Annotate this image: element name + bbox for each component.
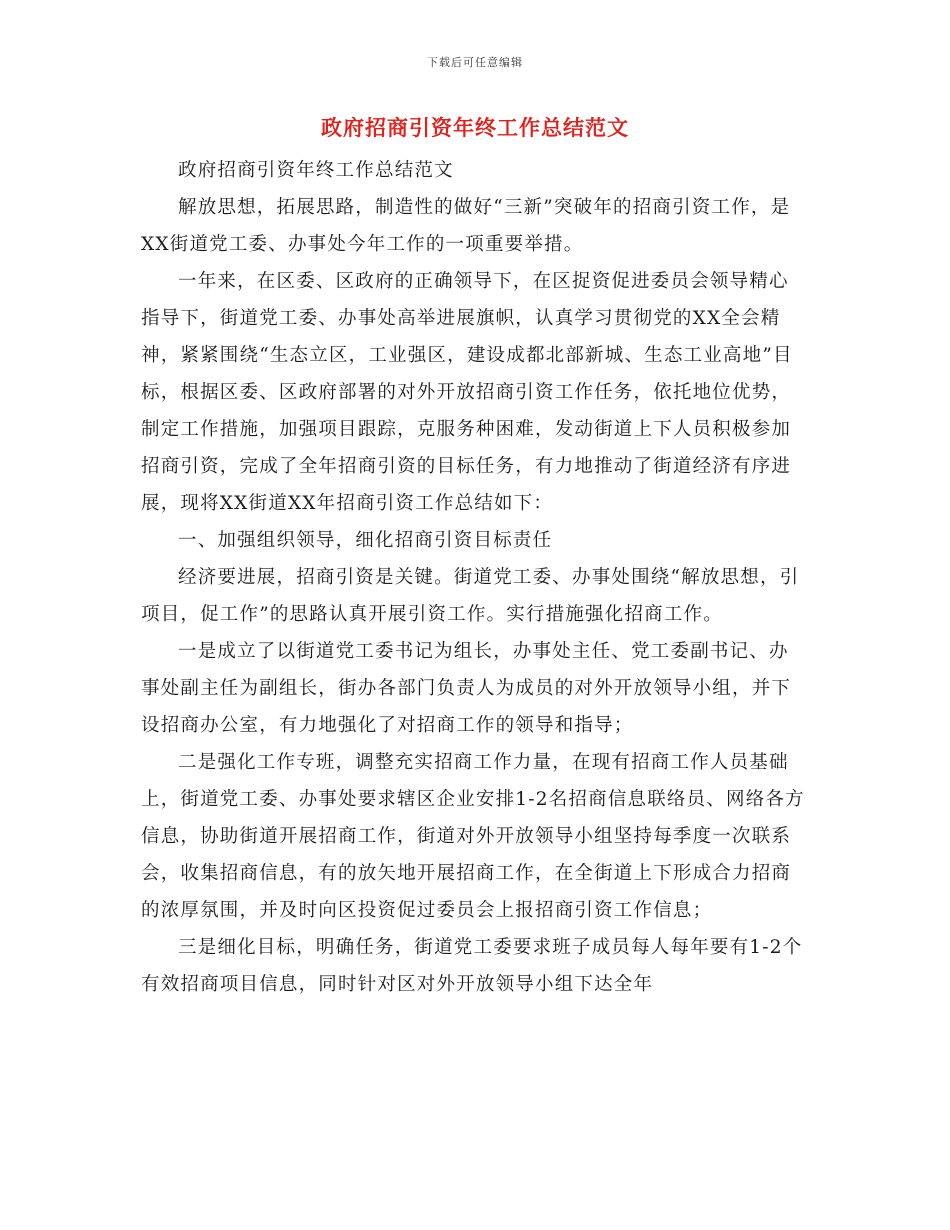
paragraph-point-one: 一是成立了以街道党工委书记为组长，办事处主任、党工委副书记、办事处副主任为副组长，街办各部门负责人为成员的对外开放领导小组，并下设招商办公室，有力地强化了对招商工作的领导和指导； [141,641,792,736]
paragraph-overview: 一年来，在区委、区政府的正确领导下，在区捉资促进委员会领导精心指导下，街道党工委、办事处高举进展旗帜，认真学习贯彻党的XX全会精神，紧紧围绕“生态立区，工业强区，建设成都北部新城、生态工业高地”目标，根据区委、区政府部署的对外开放招商引资工作任务，依托地位优势，制定工作措施，加强项目跟踪，克服务种困难，发动街道上下人员积极参加招商引资，完成了全年招商引资的目标任务，有力地推动了街道经济有序进展，现将XX街道XX年招商引资工作总结如下： [141,271,793,514]
document-body [141,152,806,1003]
paragraph-intro: 解放思想，拓展思路，制造性的做好“三新”突破年的招商引资工作，是XX街道党工委、办事处今年工作的一项重要举措。 [141,197,791,255]
header-note: 下载后可任意编辑 [427,56,523,69]
paragraph-subtitle: 政府招商引资年终工作总结范文 [178,160,454,181]
document-title: 政府招商引资年终工作总结范文 [321,115,629,140]
paragraph-point-three: 三是细化目标，明确任务，街道党工委要求班子成员每人每年要有1-2个有效招商项目信息，同时针对区对外开放领导小组下达全年 [141,937,803,995]
section-heading: 一、加强组织领导，细化招商引资目标责任 [178,530,553,551]
paragraph-section-intro: 经济要进展，招商引资是关键。街道党工委、办事处围绕“解放思想，引项目，促工作”的思路认真开展引资工作。实行措施强化招商工作。 [141,567,800,625]
paragraph-point-two: 二是强化工作专班，调整充实招商工作力量，在现有招商工作人员基础上，街道党工委、办事处要求辖区企业安排1-2名招商信息联络员、网络各方信息，协助街道开展招商工作，街道对外开放领导小组坚持每季度一次联系会，收集招商信息，有的放矢地开展招商工作，在全街道上下形成合力招商的浓厚氛围，并及时向区投资促过委员会上报招商引资工作信息； [141,752,805,921]
